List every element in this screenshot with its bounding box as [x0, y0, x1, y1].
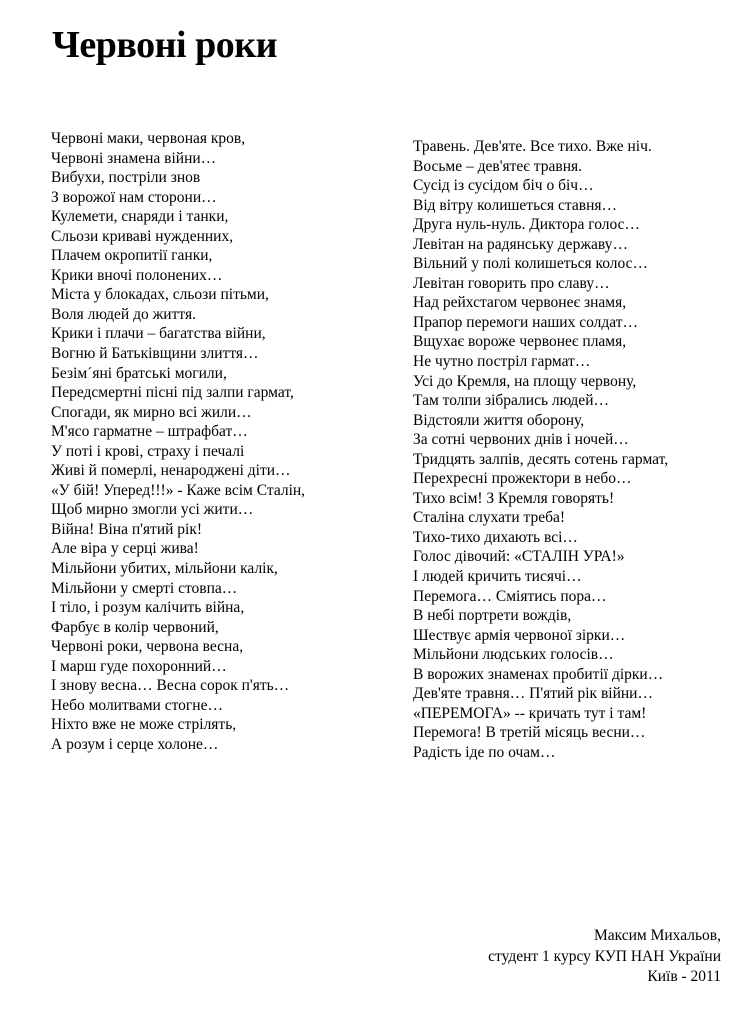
poem-line: Мільйони убитих, мільйони калік,	[51, 560, 278, 578]
poem-line: Воля людей до життя.	[51, 305, 196, 323]
poem-line: Червоні роки, червона весна,	[51, 638, 244, 656]
poem-line: Але віра у серці жива!	[51, 540, 199, 558]
poem-line: Друга нуль-нуль. Диктора голос…	[413, 216, 641, 234]
poem-line: Сталіна слухати треба!	[413, 509, 566, 527]
poem-line: І тіло, і розум калічить війна,	[51, 599, 245, 617]
poem-line: «У бій! Уперед!!!» - Каже всім Сталін,	[51, 481, 306, 499]
poem-line: Крики і плачи – багатства війни,	[51, 325, 266, 343]
poem-line: Перехресні прожектори в небо…	[413, 470, 632, 488]
poem-line: Восьме – дев'ятеє травня.	[413, 157, 583, 175]
poem-line: Безім´яні братські могили,	[51, 364, 227, 382]
poem-line: Не чутно постріл гармат…	[413, 353, 591, 371]
poem-line: Тридцять залпів, десять сотень гармат,	[413, 450, 669, 468]
poem-line: Над рейхстагом червонеє знамя,	[413, 294, 627, 312]
author-name: Максим Михальов,	[593, 927, 721, 944]
poem-line: Вибухи, постріли знов	[51, 169, 201, 187]
poem-line: Від вітру колишеться ставня…	[413, 196, 617, 214]
poem-line: І знову весна… Весна сорок п'ять…	[51, 677, 290, 695]
poem-line: Тихо всім! З Кремля говорять!	[413, 489, 615, 507]
poem-line: Крики вночі полонених…	[51, 266, 223, 284]
poem-line: Спогади, як мирно всі жили…	[51, 403, 252, 421]
poem-line: Мільйони людських голосів…	[413, 646, 614, 664]
poem-line: Червоні маки, червоная кров,	[51, 130, 246, 147]
poem-line: Небо молитвами стогне…	[51, 696, 223, 714]
poem-line: Передсмертні пісні під залпи гармат,	[51, 384, 294, 402]
poem-line: За сотні червоних днів і ночей…	[413, 431, 629, 449]
poem-right-column	[413, 137, 668, 763]
poem-line: Перемога! В третій місяць весни…	[413, 724, 646, 742]
poem-line: І марш гуде похоронний…	[51, 657, 227, 675]
poem-line: Голос дівочий: «СТАЛІН УРА!»	[413, 548, 625, 566]
poem-line: Шествує армія червоної зірки…	[413, 626, 626, 644]
poem-line: В ворожих знаменах пробитії дірки…	[413, 665, 664, 683]
poem-line: Сусід із сусідом біч о біч…	[413, 177, 594, 195]
poem-line: Вільний у полі колишеться колос…	[413, 255, 648, 273]
poem-line: Живі й померлі, ненароджені діти…	[51, 462, 291, 480]
poem-line: Там толпи зібрались людей…	[413, 392, 609, 410]
author-signature	[488, 926, 721, 988]
poem-line: Вогню й Батьківщини злиття…	[51, 345, 259, 363]
poem-line: Вщухає вороже червонеє пламя,	[413, 333, 627, 351]
poem-line: І людей кричить тисячі…	[413, 568, 582, 586]
poem-line: Левітан на радянську державу…	[413, 235, 628, 253]
poem-line: Міста у блокадах, сльози пітьми,	[51, 286, 269, 304]
poem-line: Дев'яте травня… П'ятий рік війни…	[413, 685, 653, 703]
poem-line: Травень. Дев'яте. Все тихо. Вже ніч.	[413, 138, 652, 155]
poem-line: Фарбує в колір червоний,	[51, 618, 219, 636]
poem-line: Плачем окропитії ганки,	[51, 247, 213, 265]
poem-line: Сльози криваві нужденних,	[51, 227, 234, 245]
poem-left-column	[51, 129, 305, 755]
poem-line: Радість іде по очам…	[413, 743, 556, 761]
poem-line: Мільйони у смерті стовпа…	[51, 579, 238, 597]
poem-line: Перемога… Сміятись пора…	[413, 587, 607, 605]
poem-line: Тихо-тихо дихають всі…	[413, 528, 578, 546]
poem-line: А розум і серце холоне…	[51, 735, 219, 753]
poem-line: З ворожої нам сторони…	[51, 188, 217, 206]
poem-line: М'ясо гарматне – штрафбат…	[51, 423, 248, 441]
poem-line: Прапор перемоги наших солдат…	[413, 313, 639, 331]
poem-line: Ніхто вже не може стрілять,	[51, 716, 237, 734]
poem-line: Червоні знамена війни…	[51, 149, 217, 167]
poem-line: Відстояли життя оборону,	[413, 411, 585, 429]
poem-line: У поті і крові, страху і печалі	[51, 442, 245, 460]
poem-line: Усі до Кремля, на площу червону,	[413, 372, 637, 390]
poem-line: Левітан говорить про славу…	[413, 274, 610, 292]
author-affiliation: студент 1 курсу КУП НАН України	[488, 947, 721, 965]
poem-line: Кулемети, снаряди і танки,	[51, 208, 229, 226]
place-and-year: Київ - 2011	[647, 968, 721, 985]
poem-title: Червоні роки	[52, 24, 278, 66]
poem-line: В небі портрети вождів,	[413, 607, 572, 625]
poem-line: Війна! Віна п'ятий рік!	[51, 520, 203, 538]
poem-line: Щоб мирно змогли усі жити…	[51, 501, 254, 519]
poem-line: «ПЕРЕМОГА» -- кричать тут і там!	[413, 704, 647, 722]
